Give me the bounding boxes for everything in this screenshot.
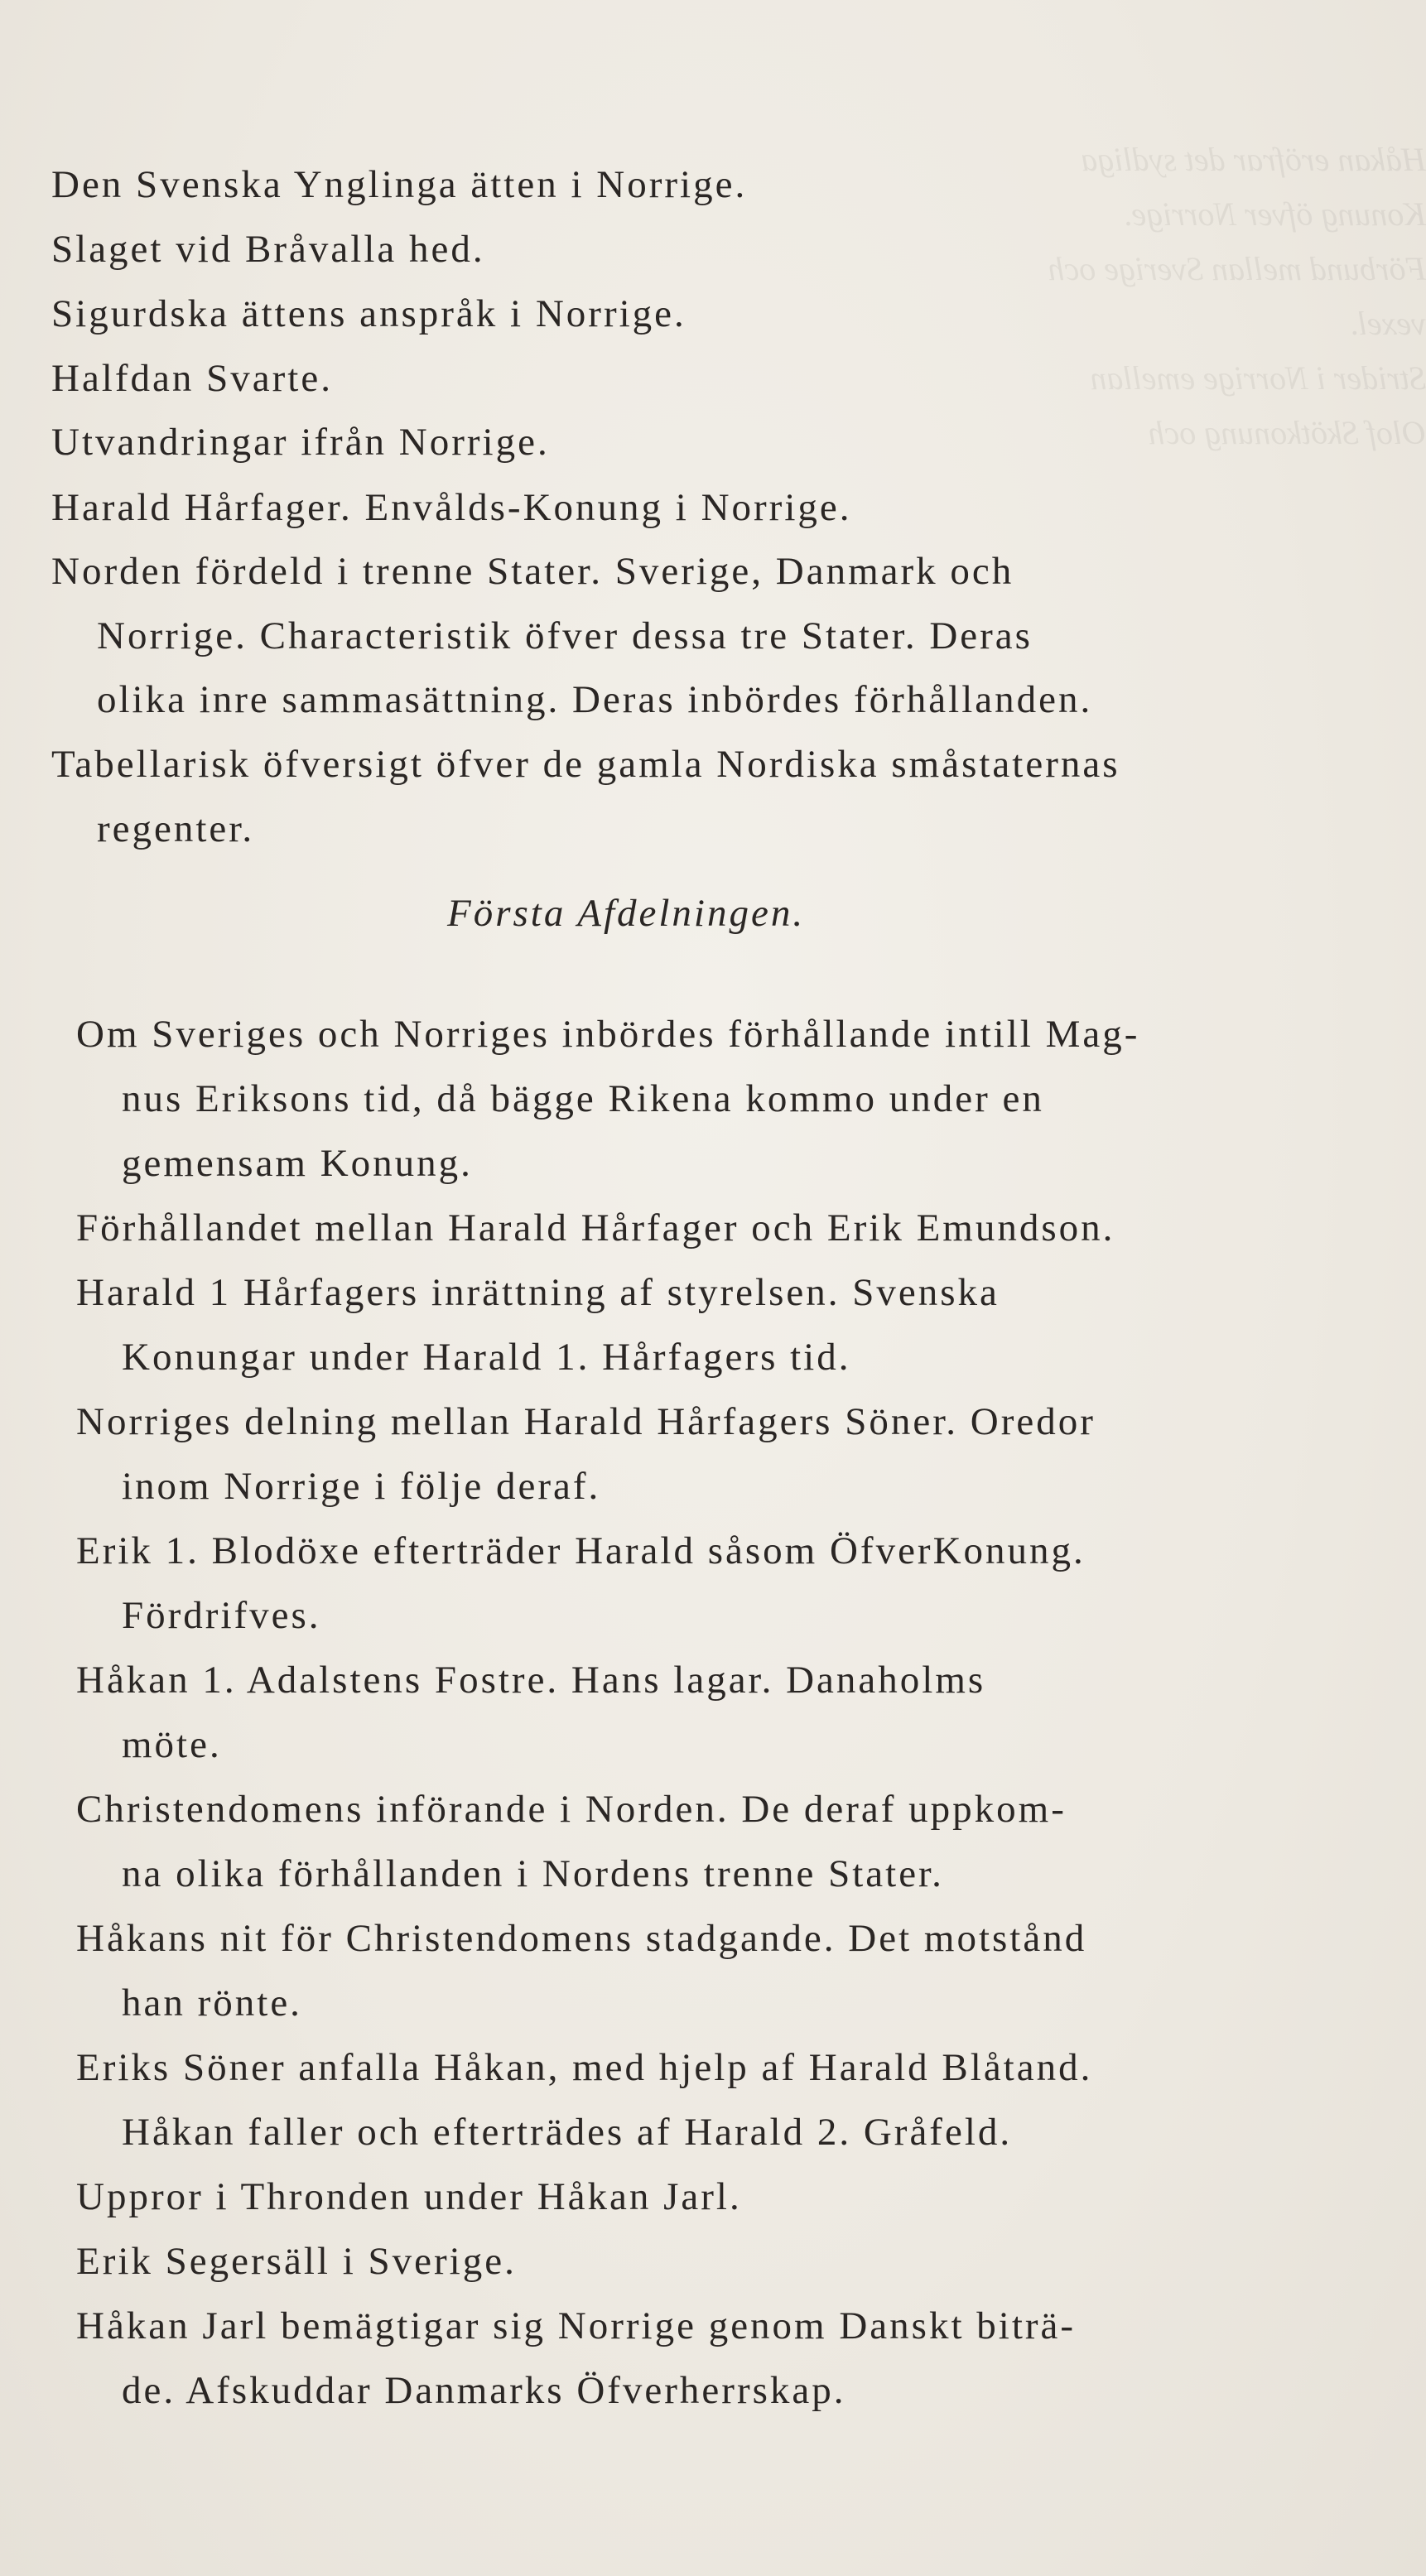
toc-entry: Håkan Jarl bemägtigar sig Norrige genom Danskt biträ- [76,2304,1077,2347]
toc-entry-continuation: Håkan faller och efterträdes af Harald 2. Gråfeld. [122,2111,1013,2154]
toc-entry: Om Sveriges och Norriges inbördes förhållande intill Mag- [76,1013,1140,1056]
toc-entry-continuation: regenter. [97,807,255,850]
toc-entry-continuation: de. Afskuddar Danmarks Öfverherrskap. [122,2369,846,2412]
toc-entry: Den Svenska Ynglinga ätten i Norrige. [51,163,748,206]
toc-entry: Förhållandet mellan Harald Hårfager och Erik Emundson. [76,1206,1115,1249]
section-heading: Första Afdelningen. [447,892,806,935]
toc-entry: Harald 1 Hårfagers inrättning af styrelsen. Svenska [76,1271,1000,1314]
toc-entry: Håkans nit för Christendomens stadgande. Det motstånd [76,1917,1087,1960]
toc-entry-continuation: olika inre sammasättning. Deras inbördes förhållanden. [97,678,1093,721]
toc-entry: Christendomens införande i Norden. De deraf uppkom- [76,1788,1067,1831]
toc-entry: Eriks Söner anfalla Håkan, med hjelp af Harald Blåtand. [76,2046,1093,2089]
toc-entry: Slaget vid Bråvalla hed. [51,228,485,271]
toc-entry-continuation: inom Norrige i följe deraf. [122,1465,601,1508]
toc-entry-continuation: nus Eriksons tid, då bägge Rikena kommo under en [122,1077,1044,1120]
toc-entry-continuation: Konungar under Harald 1. Hårfagers tid. [122,1336,851,1379]
toc-entry-continuation: han rönte. [122,1981,302,2025]
toc-entry: Tabellarisk öfversigt öfver de gamla Nordiska småstaternas [51,743,1120,786]
toc-entry: Uppror i Thronden under Håkan Jarl. [76,2175,742,2218]
toc-entry: Halfdan Svarte. [51,357,333,400]
toc-entry: Norriges delning mellan Harald Hårfagers Söner. Oredor [76,1400,1096,1443]
toc-entry: Håkan 1. Adalstens Fostre. Hans lagar. Danaholms [76,1659,986,1702]
toc-entry-continuation: Fördrifves. [122,1594,321,1637]
toc-entry: Erik Segersäll i Sverige. [76,2240,517,2283]
bleed-through-shadow: Håkan eröfrar det sydliga Konung öfver Norrige. Förbund mellan Sverige och vexel. Strider i Norrige emellan Olof Skötkonung och [1048,141,1426,451]
toc-entry: Erik 1. Blodöxe efterträder Harald såsom ÖfverKonung. [76,1529,1086,1572]
toc-entry-continuation: na olika förhållanden i Nordens trenne Stater. [122,1852,944,1895]
toc-entry-continuation: möte. [122,1723,222,1766]
toc-entry: Harald Hårfager. Envålds-Konung i Norrige. [51,486,852,529]
toc-entry: Sigurdska ättens anspråk i Norrige. [51,292,687,335]
toc-entry-continuation: Norrige. Characteristik öfver dessa tre Stater. Deras [97,614,1033,657]
toc-entry: Norden fördeld i trenne Stater. Sverige, Danmark och [51,550,1014,593]
toc-entry: Utvandringar ifrån Norrige. [51,421,550,464]
toc-entry-continuation: gemensam Konung. [122,1142,473,1185]
